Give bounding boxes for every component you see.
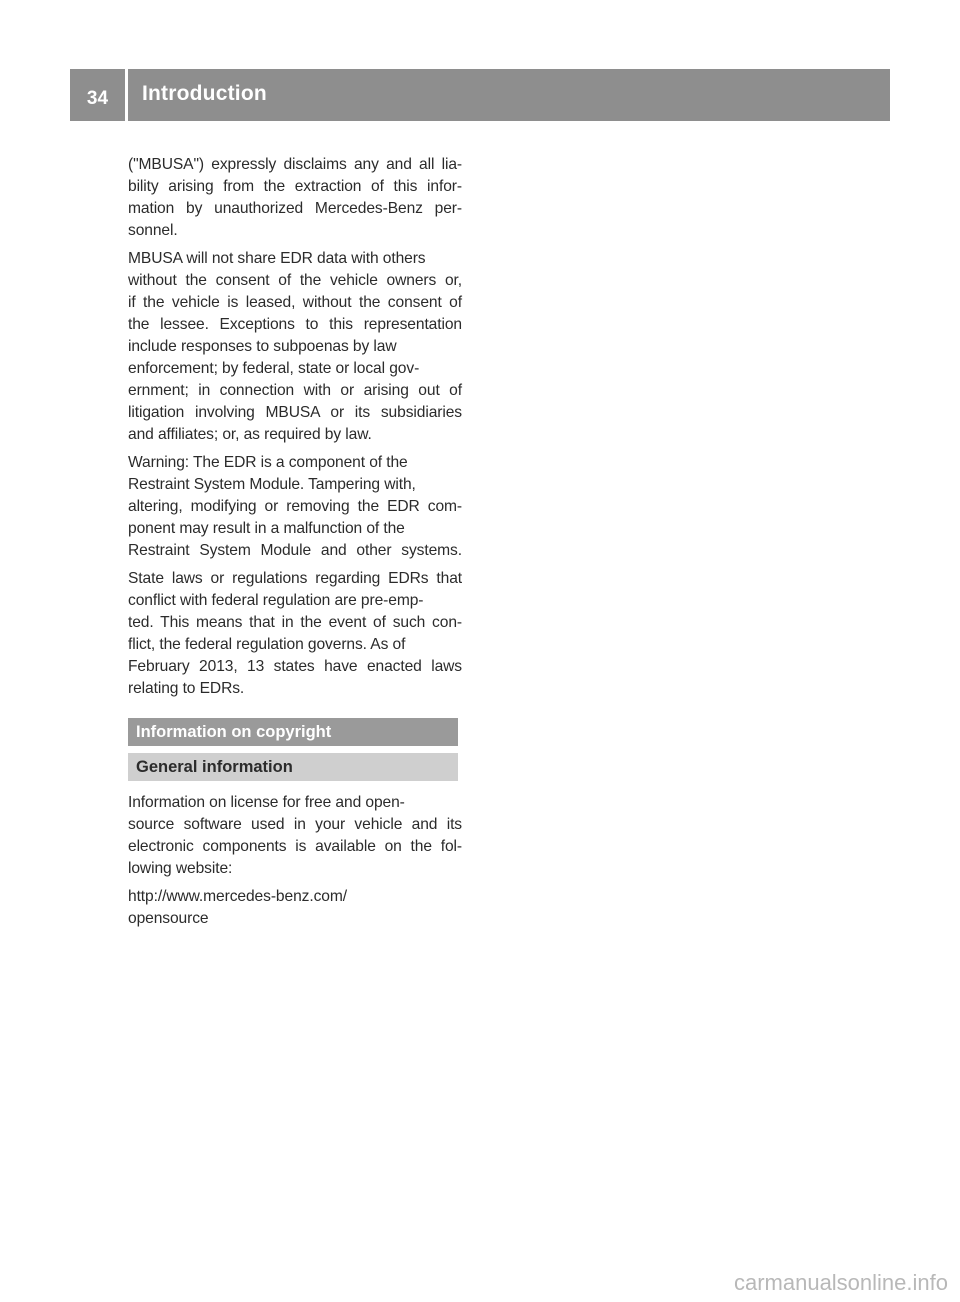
watermark: carmanualsonline.info	[733, 1270, 948, 1295]
text-line: lowing website:	[128, 860, 233, 877]
text-line: MBUSA will not share EDR data with others	[128, 250, 426, 267]
text-line: Restraint System Module and other systems.	[128, 542, 462, 559]
header-divider	[125, 69, 128, 121]
text-line: altering, modifying or removing the EDR com-	[128, 498, 462, 515]
text-line: without the consent of the vehicle owners or,	[128, 272, 462, 289]
text-line: enforcement; by federal, state or local gov-	[128, 360, 420, 377]
text-line: mation by unauthorized Mercedes-Benz per-	[128, 200, 462, 217]
text-line: source software used in your vehicle and its	[128, 816, 462, 833]
text-line: litigation involving MBUSA or its subsidiaries	[128, 404, 462, 421]
text-line: relating to EDRs.	[128, 680, 245, 697]
heading-information-on-copyright: Information on copyright	[128, 718, 458, 746]
text-line: the lessee. Exceptions to this representation	[128, 316, 462, 333]
text-line: February 2013, 13 states have enacted laws	[128, 658, 462, 675]
text-line: Restraint System Module. Tampering with,	[128, 476, 416, 493]
paragraph	[128, 248, 462, 446]
text-line: ernment; in connection with or arising out of	[128, 382, 462, 399]
paragraph	[128, 568, 462, 700]
text-line: ted. This means that in the event of such con-	[128, 614, 462, 631]
text-line: State laws or regulations regarding EDRs that	[128, 570, 462, 587]
text-line: sonnel.	[128, 222, 178, 239]
text-line: ("MBUSA") expressly disclaims any and all lia-	[128, 156, 462, 173]
website-url-line: http://www.mercedes-benz.com/	[128, 888, 347, 905]
text-line: if the vehicle is leased, without the consent of	[128, 294, 462, 311]
body-text-column	[128, 154, 462, 706]
paragraph	[128, 886, 462, 930]
paragraph	[128, 792, 462, 880]
text-line: flict, the federal regulation governs. As of	[128, 636, 406, 653]
text-line: Warning: The EDR is a component of the	[128, 454, 408, 471]
website-url-line: opensource	[128, 910, 209, 927]
text-line: ponent may result in a malfunction of the	[128, 520, 405, 537]
section-title: Introduction	[142, 82, 267, 105]
page-number: 34	[86, 88, 109, 109]
text-line: conflict with federal regulation are pre-emp-	[128, 592, 424, 609]
heading-general-information: General information	[128, 753, 458, 781]
text-line: Information on license for free and open-	[128, 794, 405, 811]
paragraph	[128, 154, 462, 242]
text-line: and affiliates; or, as required by law.	[128, 426, 372, 443]
text-line: bility arising from the extraction of this infor-	[128, 178, 462, 195]
text-line: electronic components is available on the fol-	[128, 838, 462, 855]
paragraph	[128, 452, 462, 562]
copyright-text-column	[128, 792, 462, 936]
text-line: include responses to subpoenas by law	[128, 338, 397, 355]
